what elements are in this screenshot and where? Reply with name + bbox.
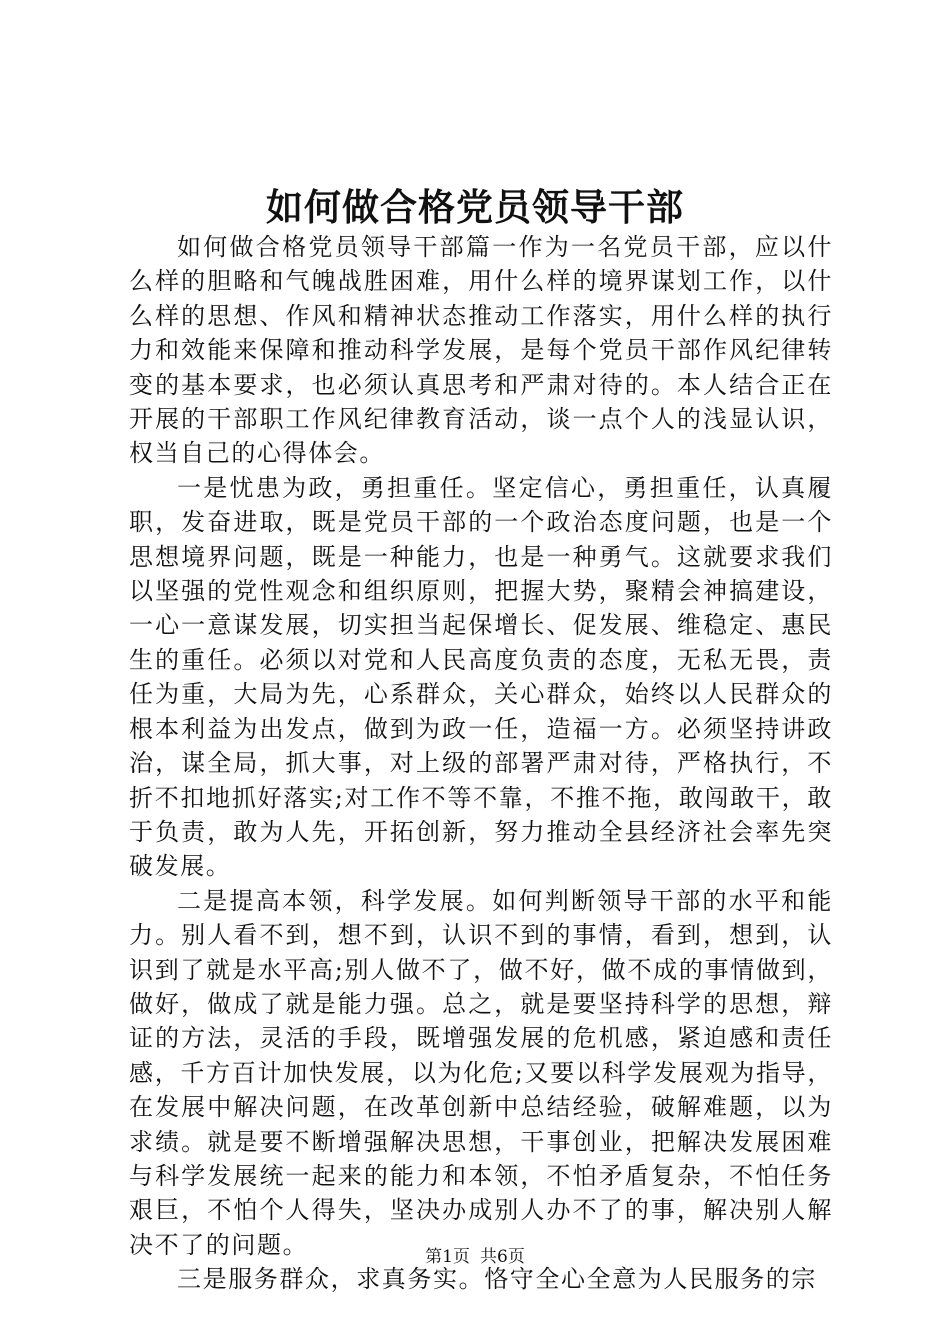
document-title: 如何做合格党员领导干部 — [266, 185, 684, 229]
page-footer — [0, 1246, 950, 1268]
paragraph-point-two: 二是提高本领，科学发展。如何判断领导干部的水平和能力。别人看不到，想不到，认识不到的事情，看到，想到，认识到了就是水平高;别人做不了，做不好，做不成的事情做到，做好，做成了就是能力强。总之，就是要坚持科学的思想，辩证的方法，灵活的手段，既增强发展的危机感，紧迫感和责任感，千方百计加快发展，以为化危;又要以科学发展观为指导，在发展中解决问题，在改革创新中总结经验，破解难题，以为求绩。就是要不断增强解决思想，干事创业，把解决发展困难与科学发展统一起来的能力和本领，不怕矛盾复杂，不怕任务艰巨，不怕个人得失，坚决办成别人办不了的事，解决别人解决不了的问题。 — [129, 886, 833, 1259]
paragraph-point-one: 一是忧患为政，勇担重任。坚定信心，勇担重任，认真履职，发奋进取，既是党员干部的一个政治态度问题，也是一个思想境界问题，既是一种能力，也是一种勇气。这就要求我们以坚强的党性观念和组织原则，把握大势，聚精会神搞建设，一心一意谋发展，切实担当起保增长、促发展、维稳定、惠民生的重任。必须以对党和人民高度负责的态度，无私无畏，责任为重，大局为先，心系群众，关心群众，始终以人民群众的根本利益为出发点，做到为政一任，造福一方。必须坚持讲政治，谋全局，抓大事，对上级的部署严肃对待，严格执行，不折不扣地抓好落实;对工作不等不靠，不推不拖，敢闯敢干，敢于负责，敢为人先，开拓创新，努力推动全县经济社会率先突破发展。 — [129, 473, 833, 881]
document-body — [129, 230, 833, 1297]
paragraph-point-three: 三是服务群众，求真务实。恪守全心全意为人民服务的宗 — [177, 1265, 817, 1294]
paragraph-intro: 如何做合格党员领导干部篇一作为一名党员干部，应以什么样的胆略和气魄战胜困难，用什么样的境界谋划工作，以什么样的思想、作风和精神状态推动工作落实，用什么样的执行力和效能来保障和推动科学发展，是每个党员干部作风纪律转变的基本要求，也必须认真思考和严肃对待的。本人结合正在开展的干部职工作风纪律教育活动，谈一点个人的浅显认识，权当自己的心得体会。 — [129, 233, 833, 468]
page-number: 第1页 — [425, 1247, 470, 1267]
page-total: 共6页 — [480, 1247, 525, 1267]
